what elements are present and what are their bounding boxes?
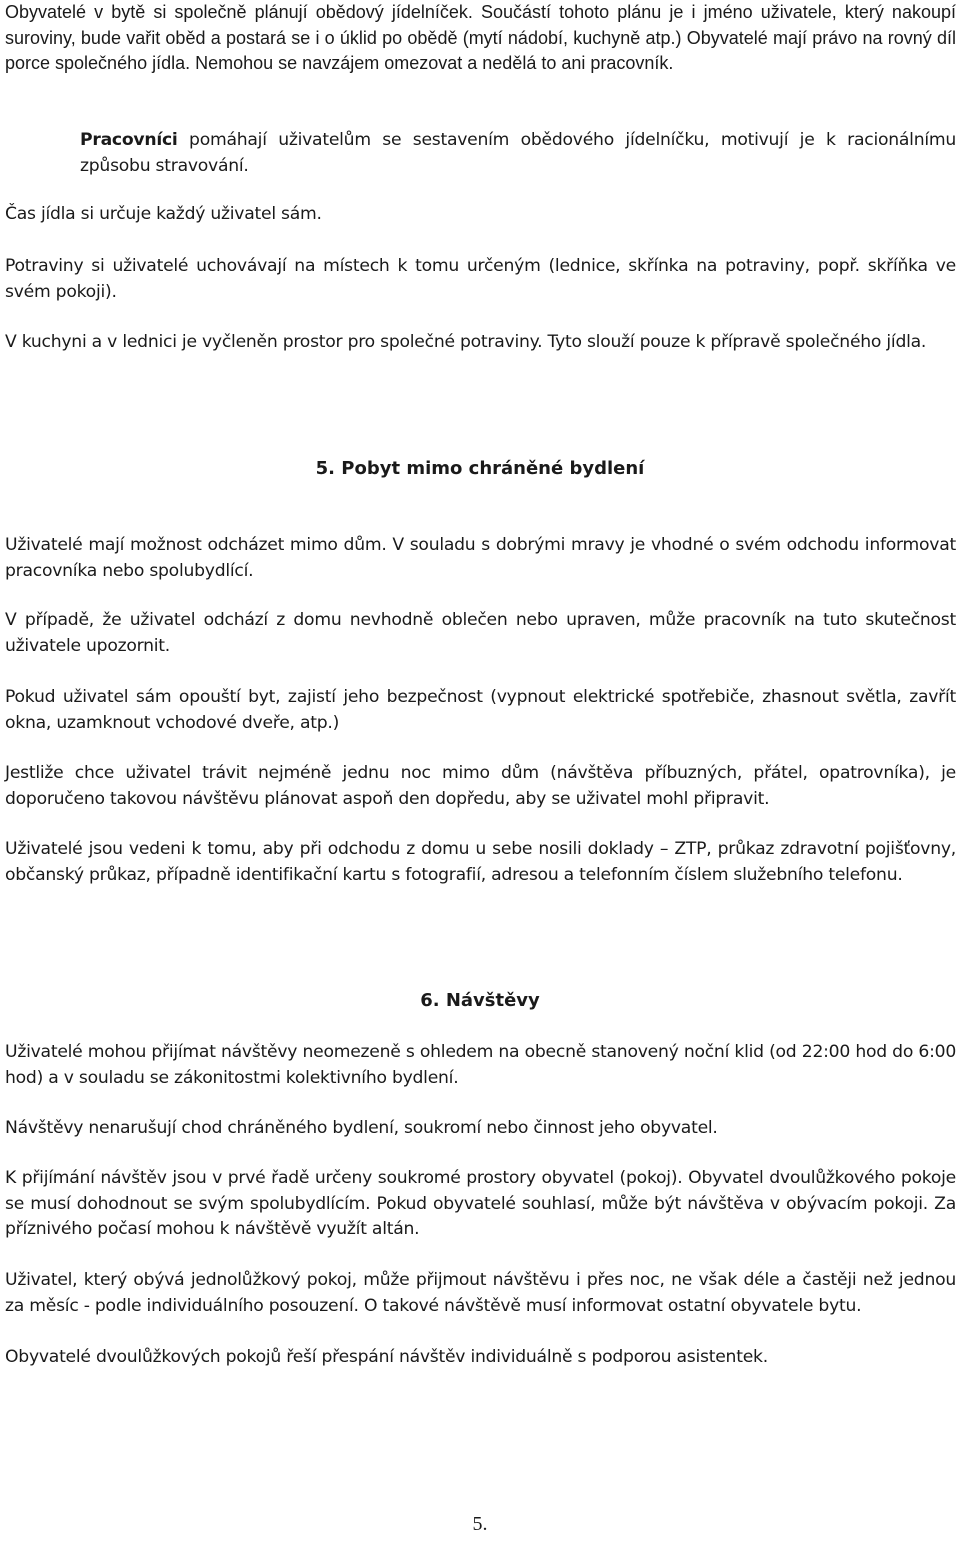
section-5-paragraph-dress: V případě, že uživatel odchází z domu nevhodně oblečen nebo upraven, může pracovník na tuto skutečnost uživatele upozornit. bbox=[5, 610, 956, 656]
workers-lead: Pracovníci bbox=[80, 130, 178, 150]
intro-paragraph-workers bbox=[80, 128, 956, 179]
section-5-paragraph-safety: Pokud uživatel sám opouští byt, zajistí jeho bezpečnost (vypnout elektrické spotřebiče, zhasnout světla, zavřít okna, uzamknout vchodové dveře, atp.) bbox=[5, 687, 956, 733]
section-6-paragraph-double-room: Obyvatelé dvoulůžkových pokojů řeší přespání návštěv individuálně s podporou asistentek. bbox=[5, 1347, 768, 1367]
intro-paragraph-shared-food: V kuchyni a v lednici je vyčleněn prostor pro společné potraviny. Tyto slouží pouze k přípravě společného jídla. bbox=[5, 332, 927, 352]
intro-paragraph-food-storage: Potraviny si uživatelé uchovávají na místech k tomu určeným (lednice, skřínka na potraviny, popř. skříňka ve svém pokoji). bbox=[5, 256, 956, 302]
section-6-paragraph-disturbance: Návštěvy nenarušují chod chráněného bydlení, soukromí nebo činnost jeho obyvatel. bbox=[5, 1118, 718, 1138]
section-6-paragraph-single-room: Uživatel, který obývá jednolůžkový pokoj, může přijmout návštěvu i přes noc, ne však déle a častěji než jednou za měsíc - podle individuálního posouzení. O takové návštěvě musí informovat ostatní obyvatele bytu. bbox=[5, 1270, 956, 1316]
section-5-heading: 5. Pobyt mimo chráněné bydlení bbox=[315, 458, 645, 479]
section-6-heading: 6. Návštěvy bbox=[420, 990, 540, 1011]
workers-text: pomáhají uživatelům se sestavením obědového jídelníčku, motivují je k racionálnímu způsobu stravování. bbox=[80, 130, 956, 176]
intro-paragraph-meal-plan: Obyvatelé v bytě si společně plánují obědový jídelníček. Součástí tohoto plánu je i jméno uživatele, který nakoupí suroviny, bude vařit oběd a postará se i o úklid po obědě (mytí nádobí, kuchyně atp.) Obyvatelé mají právo na rovný díl porce společného jídla. Nemohou se navzájem omezovat a nedělá to ani pracovník. bbox=[5, 2, 956, 73]
section-5-paragraph-overnight: Jestliže chce uživatel trávit nejméně jednu noc mimo dům (návštěva příbuzných, přátel, opatrovníka), je doporučeno takovou návštěvu plánovat aspoň den dopředu, aby se uživatel mohl připravit. bbox=[5, 763, 956, 809]
section-6-paragraph-rooms: K přijímání návštěv jsou v prvé řadě určeny soukromé prostory obyvatel (pokoj). Obyvatel dvoulůžkového pokoje se musí dohodnout se svým spolubydlícím. Pokud obyvatelé souhlasí, může být návštěva v obývacím pokoji. Za příznivého počasí mohou k návštěvě využít altán. bbox=[5, 1168, 956, 1239]
section-5-paragraph-documents: Uživatelé jsou vedeni k tomu, aby při odchodu z domu u sebe nosili doklady – ZTP, průkaz zdravotní pojišťovny, občanský průkaz, případně identifikační kartu s fotografií, adresou a telefonním číslem služebního telefonu. bbox=[5, 839, 956, 885]
section-6-paragraph-visits: Uživatelé mohou přijímat návštěvy neomezeně s ohledem na obecně stanovený noční klid (od 22:00 hod do 6:00 hod) a v souladu se zákonitostmi kolektivního bydlení. bbox=[5, 1042, 956, 1088]
section-5-paragraph-leaving: Uživatelé mají možnost odcházet mimo dům. V souladu s dobrými mravy je vhodné o svém odchodu informovat pracovníka nebo spolubydlící. bbox=[5, 535, 956, 581]
page-number: 5. bbox=[472, 1513, 488, 1535]
intro-paragraph-meal-time: Čas jídla si určuje každý uživatel sám. bbox=[5, 204, 322, 224]
